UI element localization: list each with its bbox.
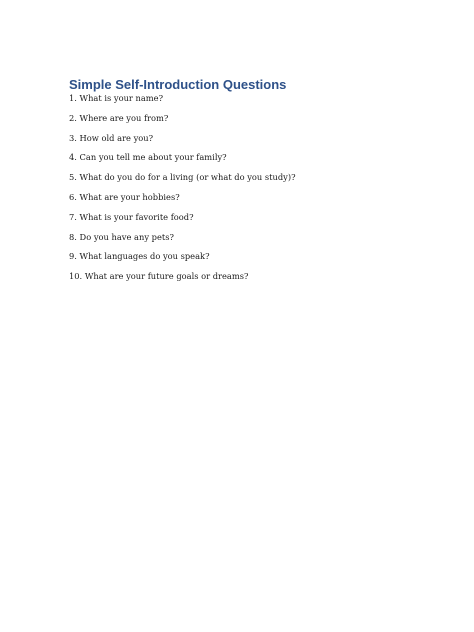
question-item-8: 8. Do you have any pets? (69, 231, 174, 242)
document-body (69, 76, 449, 291)
question-item-6: 6. What are your hobbies? (69, 191, 180, 202)
question-item-2: 2. Where are you from? (69, 112, 169, 123)
question-item-5: 5. What do you do for a living (or what do you study)? (69, 172, 296, 183)
question-item-3: 3. How old are you? (69, 132, 154, 143)
document-title: Simple Self-Introduction Questions (69, 77, 287, 92)
question-item-10: 10. What are your future goals or dreams? (69, 271, 249, 282)
question-list (69, 93, 449, 291)
question-item-9: 9. What languages do you speak? (69, 251, 210, 262)
question-item-1: 1. What is your name? (69, 93, 164, 103)
question-item-7: 7. What is your favorite food? (69, 211, 194, 222)
question-item-4: 4. Can you tell me about your family? (69, 152, 227, 163)
